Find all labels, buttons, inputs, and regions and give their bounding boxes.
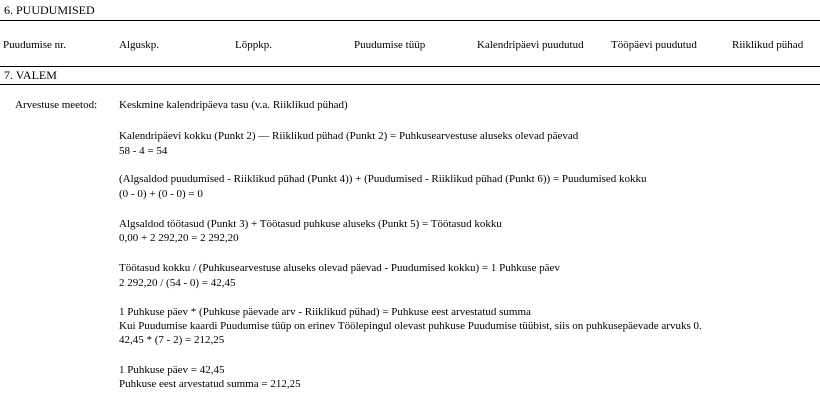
- formula-calculation: (0 - 0) + (0 - 0) = 0: [119, 188, 203, 200]
- formula-text: (Algsaldod puudumised - Riiklikud pühad (Punkt 4)) + (Puudumised - Riiklikud pühad (Punkt 6)) = Puudumised kokku: [119, 173, 647, 185]
- formula-calculation: 0,00 + 2 292,20 = 2 292,20: [119, 232, 239, 244]
- formula-calculation: 42,45 * (7 - 2) = 212,25: [119, 334, 225, 346]
- column-header-riiklikud-puhad: Riiklikud pühad: [732, 39, 804, 51]
- formula-text: Algsaldod töötasud (Punkt 3) + Töötasud puhkuse aluseks (Punkt 5) = Töötasud kokku: [119, 218, 502, 230]
- column-header-puudumise-tyyp: Puudumise tüüp: [354, 39, 426, 51]
- formula-note: Kui Puudumise kaardi Puudumise tüüp on erinev Töölepingul olevast puhkuse Puudumise tüübist, siis on puhkusepäevade arvuks 0.: [119, 320, 702, 332]
- summary-daily-rate: 1 Puhkuse päev = 42,45: [119, 364, 225, 376]
- section-divider: [0, 20, 820, 21]
- column-header-puudumise-nr: Puudumise nr.: [3, 39, 66, 51]
- column-header-kalendripaevi: Kalendripäevi puudutud: [477, 39, 584, 51]
- column-header-alguskp: Alguskp.: [119, 39, 160, 51]
- section-title-puudumised: 6. PUUDUMISED: [4, 3, 95, 17]
- formula-text: Kalendripäevi kokku (Punkt 2) — Riiklikud pühad (Punkt 2) = Puhkusearvestuse aluseks olevad päevad: [119, 130, 579, 142]
- summary-total: Puhkuse eest arvestatud summa = 212,25: [119, 378, 301, 390]
- formula-text: Töötasud kokku / (Puhkusearvestuse aluseks olevad päevad - Puudumised kokku) = 1 Puhkuse päev: [119, 262, 560, 274]
- section-divider: [0, 66, 820, 67]
- method-value: Keskmine kalendripäeva tasu (v.a. Riiklikud pühad): [119, 99, 348, 111]
- formula-calculation: 58 - 4 = 54: [119, 145, 168, 157]
- section-divider: [0, 84, 820, 85]
- formula-calculation: 2 292,20 / (54 - 0) = 42,45: [119, 277, 236, 289]
- column-header-loppkp: Lõppkp.: [235, 39, 272, 51]
- section-title-valem: 7. VALEM: [4, 68, 57, 82]
- formula-text: 1 Puhkuse päev * (Puhkuse päevade arv - Riiklikud pühad) = Puhkuse eest arvestatud summa: [119, 306, 531, 318]
- method-label: Arvestuse meetod:: [15, 99, 98, 111]
- column-header-toopaevi: Tööpäevi puudutud: [611, 39, 697, 51]
